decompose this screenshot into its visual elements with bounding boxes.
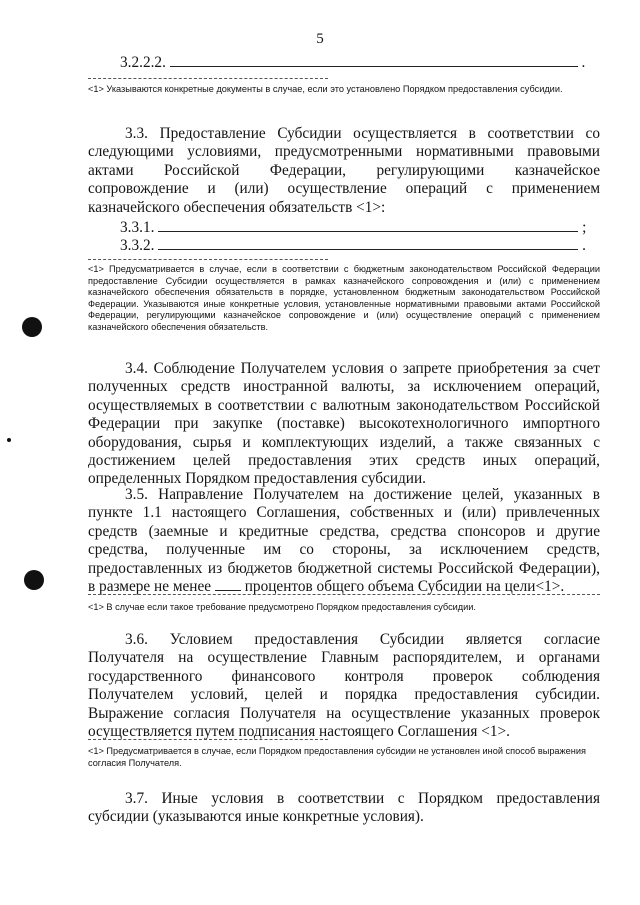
para-line: средств (заемные и кредитные средства, средства спонсоров и другие (88, 522, 600, 540)
para-line: 3.4. Соблюдение Получателем условия о запрете приобретения за счет (125, 360, 600, 377)
para-line: оборудования, сырья и комплектующих изделий, а также связанных с (88, 433, 600, 451)
fill-in-blank (170, 52, 578, 67)
para-line: определенных Порядком предоставления субсидии. (88, 470, 427, 488)
para-line: Выражение согласия Получателя на осуществление указанных проверок (88, 704, 600, 722)
para-line: полученных средств иностранной валюты, за исключением операций, (88, 378, 600, 396)
para-line: осуществляется путем подписания настоящего Соглашения <1>. (88, 723, 510, 741)
para-line: государственного финансового контроля проверок соблюдения (88, 667, 600, 685)
footnote-separator (88, 259, 328, 260)
item-label: 3.2.2.2. (120, 54, 166, 71)
para-line: Федерации при закупке (поставке) высокотехнологичного импортного (88, 415, 600, 433)
footnote-3: <1> В случае если такое требование предусмотрено Порядком предоставления субсидии. (88, 602, 476, 612)
punch-hole-mark (24, 570, 44, 590)
item-end: ; (582, 219, 587, 236)
item-end: . (582, 237, 586, 254)
para-line: осуществляемых в соответствии с валютным законодательством Российской (88, 396, 600, 414)
para-line: 3.6. Условием предоставления Субсидии является согласие (125, 631, 600, 648)
para-line: казначейского обеспечения обязательств <1>: (88, 198, 386, 216)
para-line: 3.3. Предоставление Субсидии осуществляется в соответствии со (125, 125, 600, 142)
footnote-1: <1> Указываются конкретные документы в случае, если это установлено Порядком предоставления субсидии. (88, 84, 563, 94)
footnote-separator (88, 594, 600, 595)
section-3-4 (88, 360, 600, 489)
para-line: субсидии (указываются иные конкретные условия). (88, 808, 424, 826)
fill-in-blank (158, 235, 578, 250)
para-line: следующими условиями, предусмотренными нормативными правовыми (88, 143, 600, 161)
para-line: Получателем условий, целей и порядка предоставления субсидии. (88, 686, 600, 704)
item-label: 3.3.2. (120, 237, 155, 254)
text-before-blank: в размере не менее (88, 578, 215, 596)
para-line: предоставленных из бюджетов бюджетной системы Российской Федерации), (88, 559, 600, 577)
footnote-separator (88, 78, 328, 79)
item-end: . (581, 54, 586, 71)
footnote-4: <1> Предусматривается в случае, если Порядком предоставления субсидии не установлен иной способ выражения согласия Получателя. (88, 746, 586, 768)
para-line: актами Российской Федерации, регулирующими казначейское (88, 161, 600, 179)
page-number: 5 (316, 31, 324, 47)
item-3-2-2-2 (120, 52, 600, 72)
para-line: сопровождение и (или) осуществление операций с применением (88, 180, 600, 198)
percent-blank (215, 578, 241, 591)
scan-speck-mark (7, 438, 11, 442)
fill-in-blank (158, 217, 578, 232)
footnote-2: <1> Предусматривается в случае, если в соответствии с бюджетным законодательством Российской Федерации предоставление Субсидии осуществляется в рамках казначейского сопровождения и (или) с применением казначейского обеспечения обязательств в порядке, установленном бюджетным законодательством Российской Федерации. Указываются иные конкретные условия, установленные нормативными правовыми актами Российской Федерации, регулирующими казначейское сопровождение и (или) осуществление операций с применением казначейского обеспечения обязательств. (88, 264, 600, 332)
footnote-separator (88, 739, 328, 740)
para-line: достижением целей предоставления этих средств иных операций, (88, 452, 600, 470)
text-after-blank: процентов общего объема Субсидии на цели<1>. (240, 578, 565, 596)
punch-hole-mark (22, 317, 42, 337)
para-line: 3.7. Иные условия в соответствии с Порядком предоставления (125, 790, 600, 807)
section-3-6 (88, 631, 600, 741)
para-line: Получателя на осуществление Главным распорядителем, и органами (88, 649, 600, 667)
para-line: 3.5. Направление Получателем на достижение целей, указанных в (125, 486, 600, 503)
item-3-3-2 (120, 235, 600, 255)
section-3-3 (88, 125, 600, 217)
item-label: 3.3.1. (120, 219, 155, 236)
para-line: средства, полученные им со стороны, за исключением средств, (88, 541, 600, 559)
section-3-5 (88, 486, 600, 596)
para-line: пункте 1.1 настоящего Соглашения, собственных и (или) привлеченных (88, 504, 600, 522)
section-3-7 (88, 790, 600, 827)
